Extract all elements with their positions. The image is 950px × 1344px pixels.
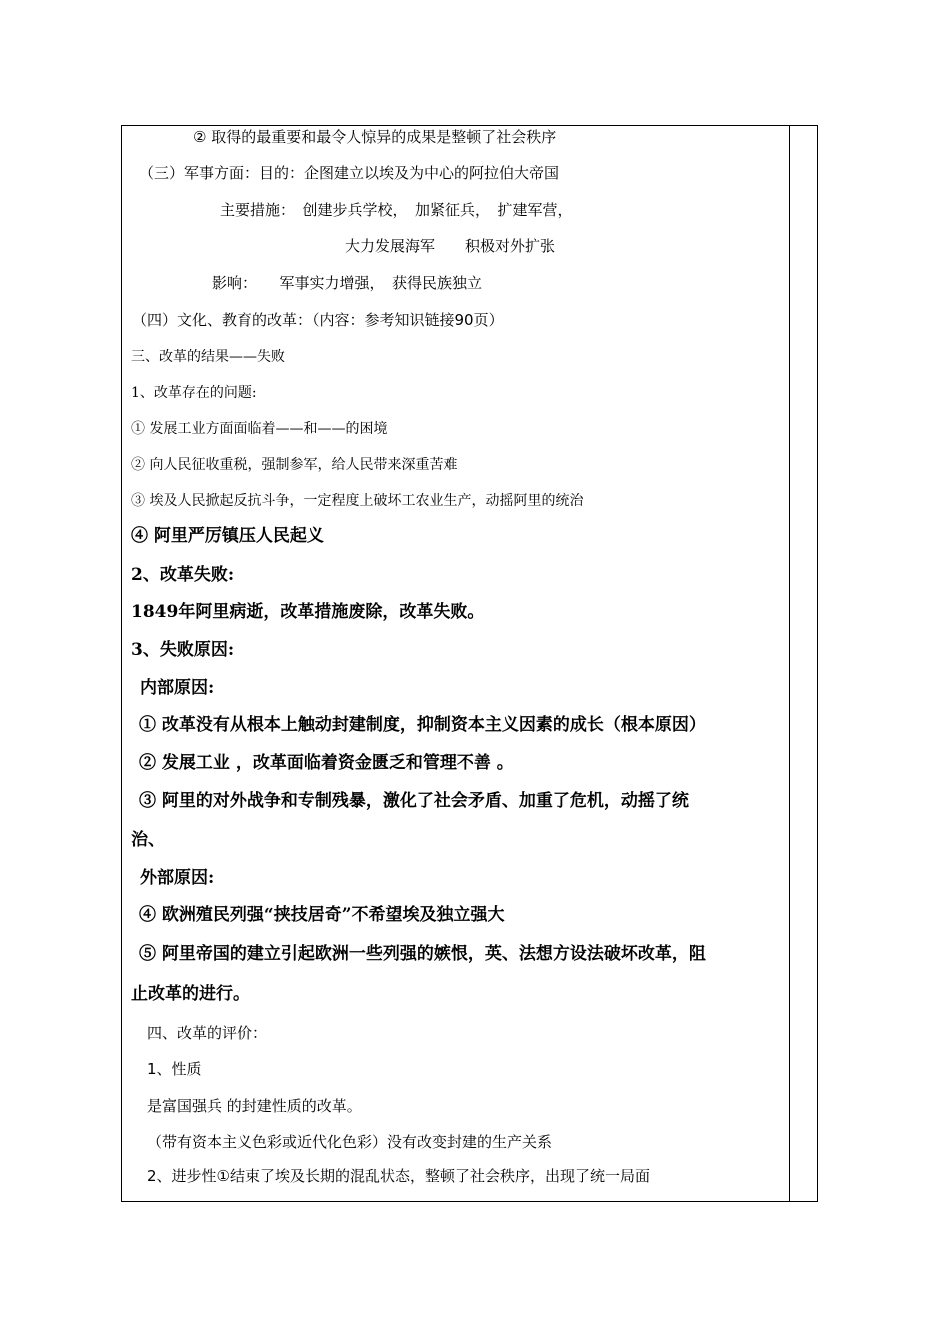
text-line: ③ 阿里的对外战争和专制残暴，激化了社会矛盾、加重了危机，动摇了统 [139,791,689,811]
text-line: 2、改革失败: [131,565,235,585]
text-line: ① 发展工业方面面临着——和——的困境 [131,421,388,437]
text-line: 止改革的进行。 [131,984,250,1004]
text-line: ④ 欧洲殖民列强“挟技居奇”不希望埃及独立强大 [139,905,505,925]
text-line: ① 改革没有从根本上触动封建制度，抑制资本主义因素的成长（根本原因） [139,715,706,735]
text-line: ④ 阿里严厉镇压人民起义 [131,526,324,546]
text-line: ② 发展工业 ，改革面临着资金匮乏和管理不善 。 [139,753,514,773]
text-line: 四、改革的评价： [147,1024,268,1042]
text-line: ③ 埃及人民掀起反抗斗争，一定程度上破坏工农业生产，动摇阿里的统治 [131,493,584,509]
text-line: 主要措施： 创建步兵学校， 加紧征兵， 扩建军营， [220,201,573,219]
text-line: 1、性质 [147,1060,202,1078]
text-line: 大力发展海军 积极对外扩张 [345,237,556,255]
text-line: 影响： 军事实力增强， 获得民族独立 [212,274,483,292]
text-line: ② 向人民征收重税，强制参军，给人民带来深重苦难 [131,457,458,473]
table-column-divider [789,125,790,1202]
text-line: （四）文化、教育的改革：（内容：参考知识链接90页） [132,311,504,329]
text-line: 1849年阿里病逝，改革措施废除，改革失败。 [131,602,485,622]
text-line: ② 取得的最重要和最令人惊异的成果是整顿了社会秩序 [193,128,557,146]
text-line: （三）军事方面：目的：企图建立以埃及为中心的阿拉伯大帝国 [139,164,560,182]
text-line: 3、失败原因: [131,640,235,660]
text-line: 是富国强兵 的封建性质的改革。 [147,1097,362,1115]
text-line: 内部原因: [140,678,215,698]
text-line: 1、改革存在的问题: [131,385,257,401]
text-line: 三、改革的结果——失败 [131,349,285,365]
text-line: （带有资本主义色彩或近代化色彩）没有改变封建的生产关系 [147,1133,553,1151]
text-line: 治、 [131,830,165,850]
text-line: 2、进步性①结束了埃及长期的混乱状态，整顿了社会秩序，出现了统一局面 [147,1167,650,1185]
text-line: ⑤ 阿里帝国的建立引起欧洲一些列强的嫉恨，英、法想方设法破坏改革，阻 [139,944,706,964]
text-line: 外部原因: [140,868,215,888]
